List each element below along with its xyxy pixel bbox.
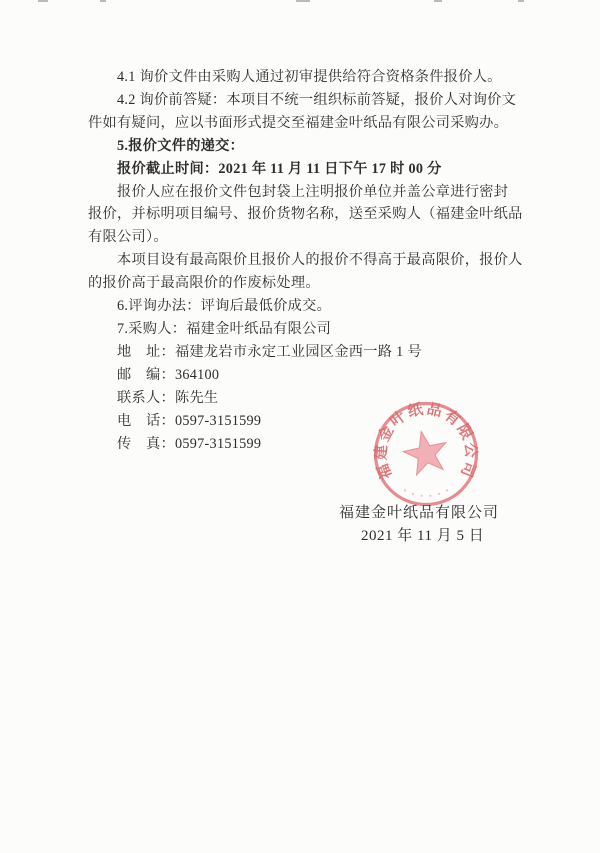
seal-bottom-marks xyxy=(404,489,448,497)
doc-line-sealing: 报价人应在报价文件包封袋上注明报价单位并盖公章进行密封 xyxy=(117,183,509,200)
doc-line-phone: 电 话：0597-3151599 xyxy=(117,412,262,429)
doc-line-contact-person: 联系人：陈先生 xyxy=(117,389,219,406)
seal-arc-text: 福建金叶纸品有限公司 xyxy=(373,401,479,481)
doc-line-6-evaluation: 6.评询办法：评询后最低价成交。 xyxy=(117,298,332,315)
doc-line-price-limit: 本项目设有最高限价且报价人的报价不得高于最高限价，报价人 xyxy=(117,252,523,269)
doc-line-4-1: 4.1 询价文件由采购人通过初审提供给符合资格条件报价人。 xyxy=(117,69,502,85)
company-seal-stamp xyxy=(361,389,491,519)
scan-artifact xyxy=(38,0,48,2)
doc-line-address: 地 址：福建龙岩市永定工业园区金西一路 1 号 xyxy=(117,343,422,360)
doc-line-4-2-cont: 件如有疑问，应以书面形式提交至福建金叶纸品有限公司采购办。 xyxy=(88,114,509,131)
signature-company: 福建金叶纸品有限公司 xyxy=(339,505,500,521)
doc-line-fax: 传 真：0597-3151599 xyxy=(117,435,262,452)
doc-line-price-limit-cont: 的报价高于最高限价的作废标处理。 xyxy=(88,275,320,292)
doc-line-postcode: 邮 编：364100 xyxy=(117,366,220,383)
scan-artifact xyxy=(100,0,106,2)
scan-artifact xyxy=(296,0,310,2)
doc-line-deadline: 报价截止时间：2021 年 11 月 11 日下午 17 时 00 分 xyxy=(117,160,442,177)
seal-star-icon xyxy=(403,432,446,476)
scan-artifact xyxy=(518,0,524,2)
doc-line-sealing-cont1: 报价，并标明项目编号、报价货物名称，送至采购人（福建金叶纸品 xyxy=(88,206,523,223)
doc-line-sealing-cont2: 有限公司）。 xyxy=(88,229,168,246)
doc-line-5-heading: 5.报价文件的递交： xyxy=(117,137,245,154)
doc-line-4-2: 4.2 询价前答疑：本项目不统一组织标前答疑，报价人对询价文 xyxy=(117,91,517,108)
scan-artifact xyxy=(434,0,442,2)
doc-line-7-purchaser: 7.采购人：福建金叶纸品有限公司 xyxy=(117,320,332,337)
signature-date: 2021 年 11 月 5 日 xyxy=(361,528,485,544)
